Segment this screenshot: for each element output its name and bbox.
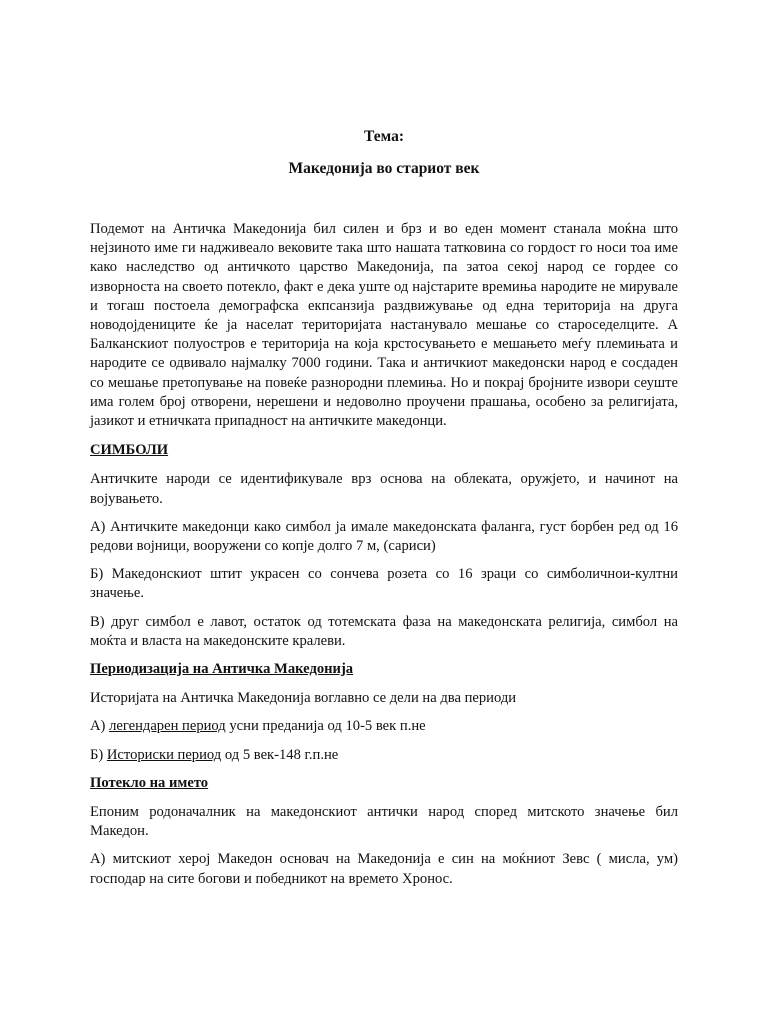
symbols-item-a: А) Античките македонци како симбол ја имале македонската фаланга, густ борбен ред од 16 редови војници, вооружени со копје долго 7 м, (сариси) [90, 518, 678, 555]
periodization-item-a-rest: усни преданија од 10-5 век п.не [225, 718, 426, 735]
periodization-item-b-prefix: Б) [90, 746, 107, 763]
periodization-paragraph: Историјата на Античка Македонија воглавно се дели на два периоди [90, 690, 517, 707]
symbols-heading: СИМБОЛИ [90, 442, 169, 459]
periodization-item-a-prefix: А) [90, 718, 110, 735]
symbols-item-b: Б) Македонскиот штит украсен со сончева розета со 16 зраци со симболичнои-култни значење. [90, 566, 678, 602]
document-body [90, 220, 678, 898]
periodization-item-a [90, 717, 678, 736]
origin-item-a: А) митскиот херој Македон основач на Македонија е син на моќниот Зевс ( мисла, ум) господар на сите богови и победникот на времето Хронос. [90, 851, 678, 887]
periodization-item-b-rest: од 5 век-148 г.п.не [221, 746, 339, 763]
periodization-item-b [90, 746, 678, 765]
legendary-period-term: легендарен период [109, 718, 226, 735]
periodization-heading: Периодизација на Античка Македонија [90, 661, 354, 678]
origin-paragraph: Епоним родоначалник на македонскиот антички народ според митското значење бил Македон. [90, 804, 678, 840]
historical-period-term: Историски период [106, 746, 222, 763]
origin-heading: Потекло на името [90, 774, 209, 791]
document-subtitle: Македонија во стариот век [288, 160, 480, 177]
document-title: Тема: [364, 128, 404, 145]
intro-paragraph: Подемот на Античка Македонија бил силен и брз и во еден момент станала моќна што нејзиното име ги надживеало вековите така што нашата татковина со гордост го носи тоа име како наследство од античкото царство Македонија, па затоа секој народ се гордее со изворноста на своето потекло, факт е дека уште од најстарите времиња народите не мирувале и тогаш постоела демографска екпсанзија раздвижување од една територија на друга новодојдениците ќе ја населат територијата настанувало мешање со староседелците. А Балканскиот полуостров е територија на која крстосувањето е мешањето меѓу племињата и народите се одвивало најмалку 7000 години. Така и античкиот македонски народ е сосдаден со мешање претопување на повеќе разнородни племиња. Но и покрај бројните извори сеуште има голем број отворени, нерешени и недоволно проучени прашања, особено за религијата, јазикот и етничката припадност на античките македонци. [90, 221, 678, 430]
symbols-item-v: В) друг симбол е лавот, остаток од тотемската фаза на македонската религија, симбол на моќта и власта на македонските кралеви. [90, 613, 678, 649]
symbols-paragraph: Античките народи се идентификувале врз основа на облеката, оружјето, и начинот на војувањето. [90, 471, 678, 507]
